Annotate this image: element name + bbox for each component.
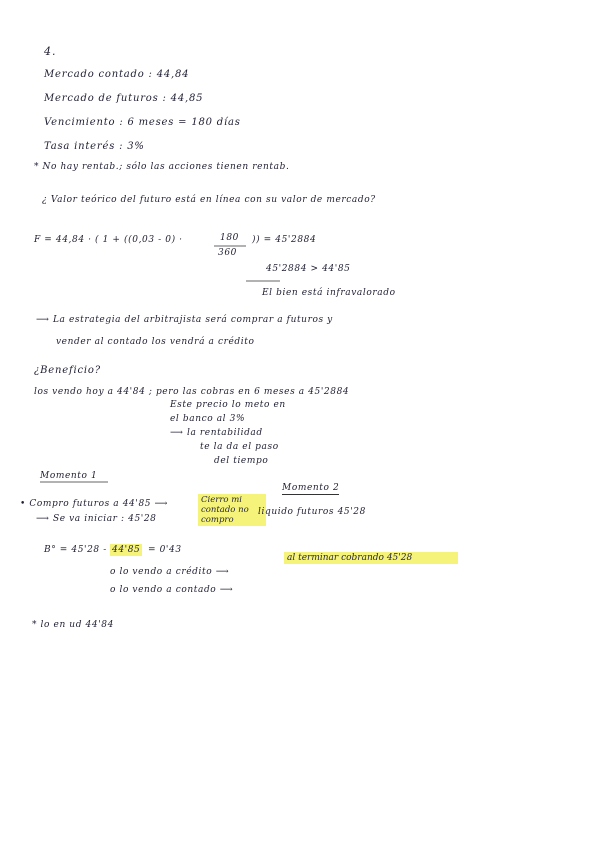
benefit-line-2: Este precio lo meto en — [170, 400, 286, 410]
benefit-line-4: ⟶ la rentabilidad — [170, 428, 263, 438]
moment-1-label: Momento 1 — [40, 471, 98, 481]
moment-2-label: Momento 2 — [282, 483, 340, 493]
benefit-line-6: del tiempo — [214, 456, 269, 466]
start-price: ⟶ Se va iniciar : 45'28 — [36, 514, 157, 524]
formula-fraction-num: 180 — [220, 233, 239, 243]
buy-futures: • Compro futuros a 44'85 ⟶ — [20, 499, 169, 509]
question-text: ¿ Valor teórico del futuro está en línea con su valor de mercado? — [42, 195, 376, 205]
problem-number: 4. — [44, 45, 57, 58]
buy-futures-highlight: Cierro mi contado no compro — [198, 494, 266, 526]
strategy-line-2: vender al contado los vendrá a crédito — [56, 337, 255, 347]
cover-futures: liquido futuros 45'28 — [258, 507, 366, 517]
benefit-calc-right: = 0'43 — [148, 545, 182, 555]
strategy-line-1: ⟶ La estrategia del arbitrajista será comprar a futuros y — [36, 315, 333, 325]
given-maturity: Vencimiento : 6 meses = 180 días — [44, 117, 241, 128]
formula-fraction-den: 360 — [218, 248, 237, 258]
comparison: 45'2884 > 44'85 — [266, 264, 351, 274]
benefit-calc-left: B° = 45'28 - — [44, 545, 107, 555]
credit-result-highlight: al terminar cobrando 45'28 — [284, 552, 458, 564]
benefit-title: ¿Beneficio? — [34, 365, 101, 376]
credit-line-1: o lo vendo a crédito ⟶ — [110, 567, 230, 577]
formula-right: )) = 45'2884 — [252, 235, 317, 245]
given-futures: Mercado de futuros : 44,85 — [44, 93, 204, 104]
footnote: * lo en ud 44'84 — [32, 620, 114, 630]
benefit-line-1: los vendo hoy a 44'84 ; pero las cobras en 6 meses a 45'2884 — [34, 387, 350, 397]
given-spot: Mercado contado : 44,84 — [44, 69, 190, 80]
benefit-calc-highlight: 44'85 — [112, 545, 141, 555]
benefit-calc-highlight-wrap — [110, 546, 142, 555]
comparison-note: El bien está infravalorado — [262, 288, 396, 298]
credit-line-2: o lo vendo a contado ⟶ — [110, 585, 234, 595]
formula-left: F = 44,84 · ( 1 + ((0,03 - 0) · — [34, 235, 183, 245]
benefit-line-3: el banco al 3% — [170, 414, 246, 424]
benefit-line-5: te la da el paso — [200, 442, 279, 452]
given-rate: Tasa interés : 3% — [44, 141, 145, 152]
note-no-yield: * No hay rentab.; sólo las acciones tienen rentab. — [34, 162, 290, 172]
